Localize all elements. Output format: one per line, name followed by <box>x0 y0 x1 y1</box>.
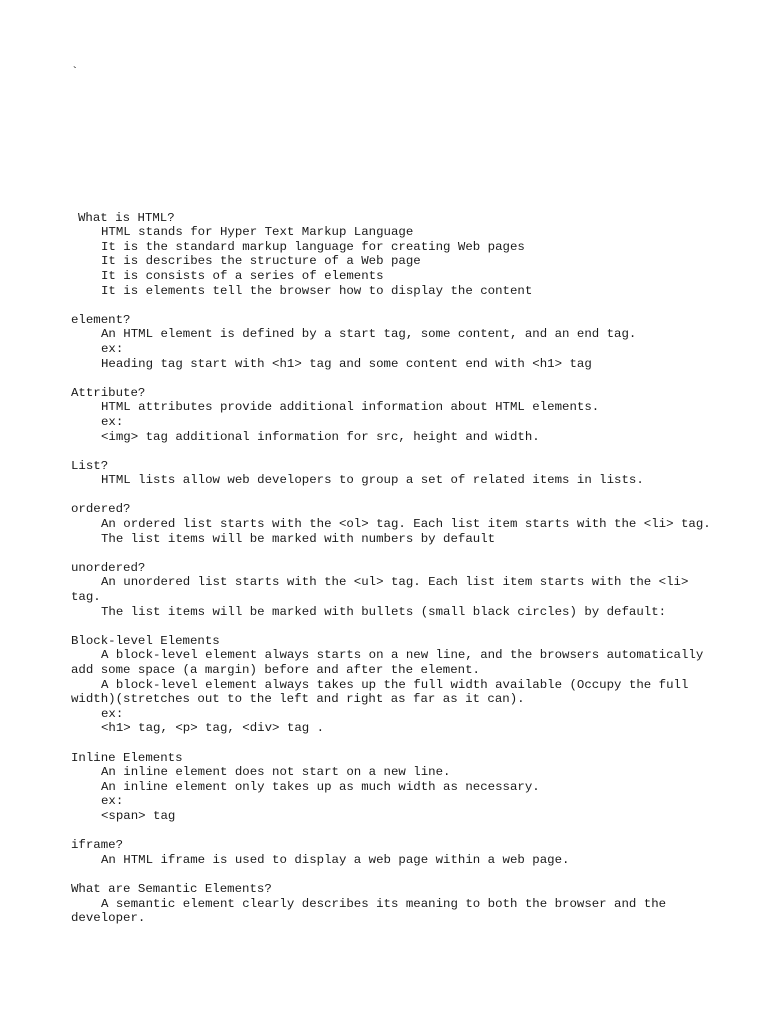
text-line: HTML attributes provide additional information about HTML elements. <box>101 400 600 415</box>
spacer <box>71 546 711 561</box>
spacer <box>71 867 711 882</box>
document-page <box>71 65 711 926</box>
heading-iframe: iframe? <box>71 838 124 853</box>
text-line: ex: <box>101 341 124 356</box>
spacer <box>71 371 711 386</box>
text-paragraph: A block-level element always takes up the full width available (Occupy the full width)(stretches out to the left and right as far as it can). <box>71 677 696 707</box>
text-line: It is describes the structure of a Web page <box>101 254 421 269</box>
heading-list: List? <box>71 458 109 473</box>
heading-element: element? <box>71 312 131 327</box>
text-paragraph: A semantic element clearly describes its meaning to both the browser and the developer. <box>71 896 674 926</box>
text-line: <span> tag <box>101 808 176 823</box>
heading-block-level: Block-level Elements <box>71 633 220 648</box>
spacer <box>71 619 711 634</box>
text-line: It is elements tell the browser how to display the content <box>101 283 533 298</box>
text-line: Heading tag start with <h1> tag and some content end with <h1> tag <box>101 356 592 371</box>
text-line: HTML lists allow web developers to group a set of related items in lists. <box>101 473 644 488</box>
document-body <box>71 211 711 926</box>
text-line: ex: <box>101 706 124 721</box>
text-paragraph: An unordered list starts with the <ul> tag. Each list item starts with the <li> tag. <box>71 575 696 605</box>
text-paragraph: An ordered list starts with the <ol> tag. Each list item starts with the <li> tag. <box>101 517 711 532</box>
text-line: It is the standard markup language for creating Web pages <box>101 239 525 254</box>
spacer <box>71 736 711 751</box>
heading-semantic: What are Semantic Elements? <box>71 881 272 896</box>
text-line: <img> tag additional information for src, height and width. <box>101 429 540 444</box>
text-line: The list items will be marked with bullets (small black circles) by default: <box>101 604 667 619</box>
text-line: ex: <box>101 414 124 429</box>
text-line: An inline element does not start on a new line. <box>101 765 451 780</box>
text-line: The list items will be marked with numbers by default <box>101 531 496 546</box>
text-line: It is consists of a series of elements <box>101 268 384 283</box>
spacer <box>71 824 711 839</box>
text-line: An HTML element is defined by a start tag, some content, and an end tag. <box>101 327 637 342</box>
text-line: An inline element only takes up as much width as necessary. <box>101 779 540 794</box>
text-line: ex: <box>101 794 124 809</box>
text-line: <h1> tag, <p> tag, <div> tag . <box>101 721 325 736</box>
backtick-mark: ` <box>71 65 79 79</box>
heading-what-is-html: What is HTML? <box>78 210 175 225</box>
heading-unordered: unordered? <box>71 560 146 575</box>
text-line: HTML stands for Hyper Text Markup Language <box>101 225 414 240</box>
spacer <box>71 298 711 313</box>
text-paragraph: A block-level element always starts on a new line, and the browsers automatically add some space (a margin) before and after the element. <box>71 648 711 677</box>
heading-attribute: Attribute? <box>71 385 146 400</box>
heading-inline: Inline Elements <box>71 750 183 765</box>
spacer <box>71 488 711 503</box>
text-line: An HTML iframe is used to display a web page within a web page. <box>101 852 570 867</box>
spacer <box>71 444 711 459</box>
heading-ordered: ordered? <box>71 502 131 517</box>
